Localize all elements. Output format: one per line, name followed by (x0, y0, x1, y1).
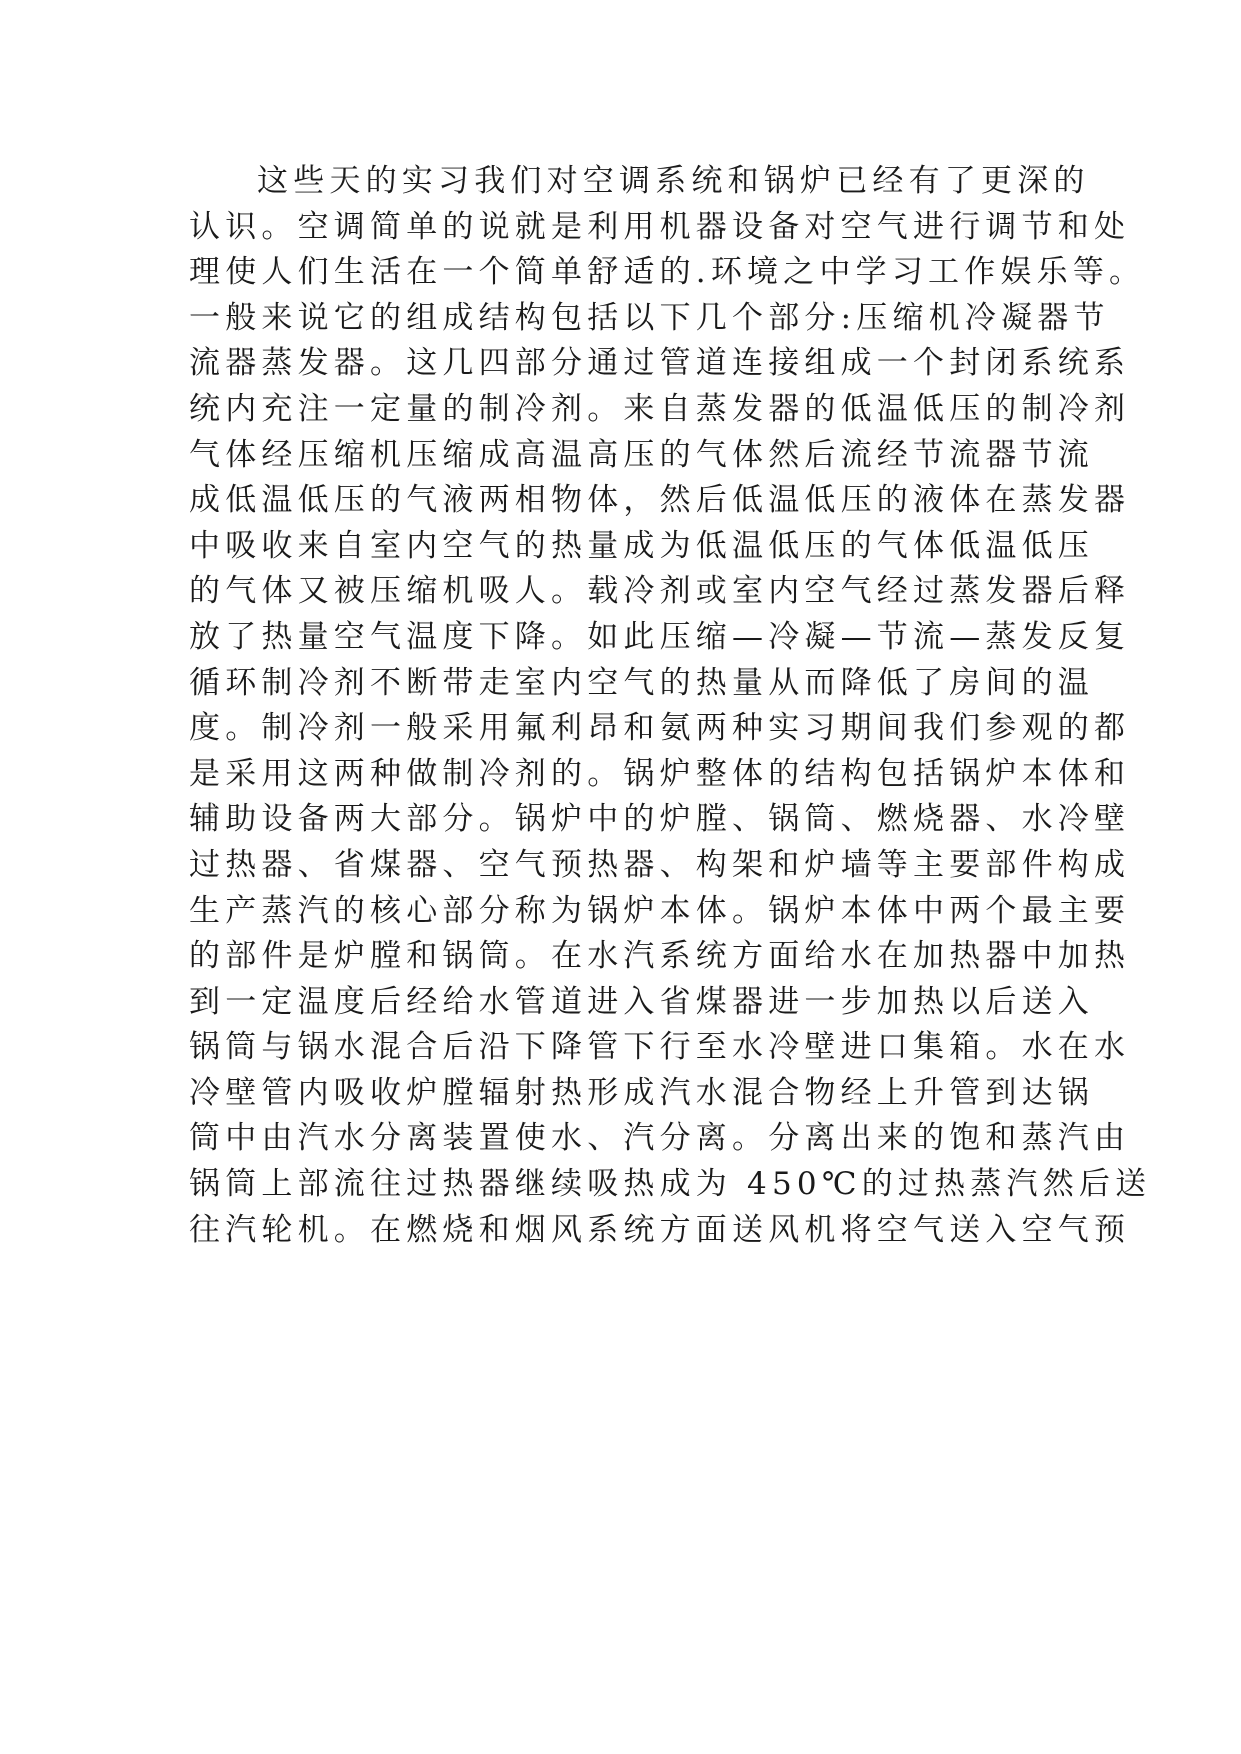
text-line: 过热器、省煤器、空气预热器、构架和炉墙等主要部件构成 (189, 846, 1131, 883)
text-line: 筒中由汽水分离装置使水、汽分离。分离出来的饱和蒸汽由 (189, 1120, 1131, 1157)
text-line: 统内充注一定量的制冷剂。来自蒸发器的低温低压的制冷剂 (189, 390, 1131, 427)
text-line: 往汽轮机。在燃烧和烟风系统方面送风机将空气送入空气预 (189, 1211, 1131, 1248)
text-line: 理使人们生活在一个简单舒适的.环境之中学习工作娱乐等。 (189, 254, 1146, 291)
text-line: 是采用这两种做制冷剂的。锅炉整体的结构包括锅炉本体和 (189, 755, 1131, 792)
text-line: 锅筒上部流往过热器继续吸热成为 450℃的过热蒸汽然后送 (189, 1166, 1152, 1203)
text-line: 中吸收来自室内空气的热量成为低温低压的气体低温低压 (189, 527, 1094, 564)
text-line: 生产蒸汽的核心部分称为锅炉本体。锅炉本体中两个最主要 (189, 892, 1131, 929)
text-line: 认识。空调简单的说就是利用机器设备对空气进行调节和处 (189, 208, 1131, 245)
text-line: 的气体又被压缩机吸人。载冷剂或室内空气经过蒸发器后释 (189, 573, 1131, 610)
text-line: 度。制冷剂一般采用氟利昂和氨两种实习期间我们参观的都 (189, 710, 1131, 747)
text-line: 辅助设备两大部分。锅炉中的炉膛、锅筒、燃烧器、水冷壁 (189, 801, 1131, 838)
text-line: 的部件是炉膛和锅筒。在水汽系统方面给水在加热器中加热 (189, 938, 1131, 975)
body-paragraph (189, 159, 1152, 1253)
text-line: 到一定温度后经给水管道进入省煤器进一步加热以后送入 (189, 983, 1094, 1020)
text-line: 放了热量空气温度下降。如此压缩—冷凝—节流—蒸发反复 (189, 618, 1131, 655)
text-line: 一般来说它的组成结构包括以下几个部分:压缩机冷凝器节 (189, 299, 1110, 336)
text-line: 冷壁管内吸收炉膛辐射热形成汽水混合物经上升管到达锅 (189, 1074, 1094, 1111)
text-line: 流器蒸发器。这几四部分通过管道连接组成一个封闭系统系 (189, 345, 1131, 382)
text-line: 气体经压缩机压缩成高温高压的气体然后流经节流器节流 (189, 436, 1094, 473)
text-line: 循环制冷剂不断带走室内空气的热量从而降低了房间的温 (189, 664, 1094, 701)
text-line: 锅筒与锅水混合后沿下降管下行至水冷壁进口集箱。水在水 (189, 1029, 1131, 1066)
text-line: 这些天的实习我们对空调系统和锅炉已经有了更深的 (257, 163, 1090, 199)
text-line: 成低温低压的气液两相物体，然后低温低压的液体在蒸发器 (189, 482, 1131, 519)
